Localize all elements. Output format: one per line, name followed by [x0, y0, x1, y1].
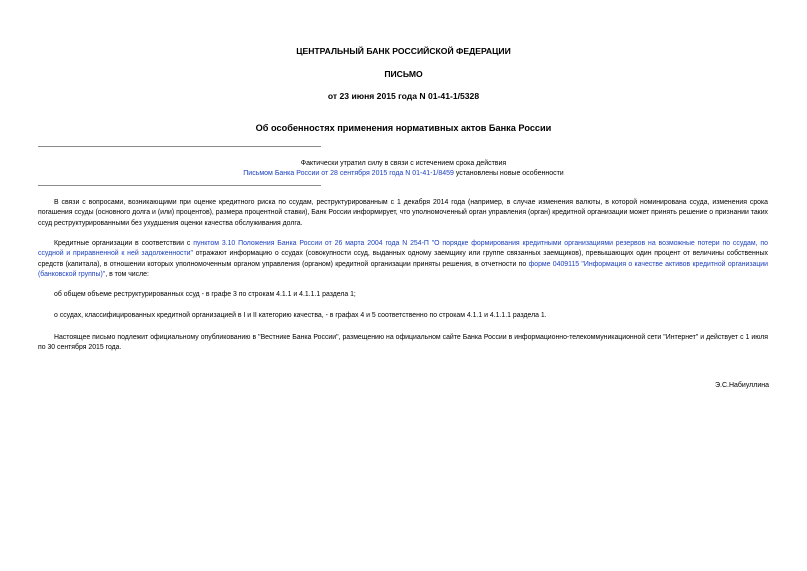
paragraph-item-quality: о ссудах, классифицированных кредитной организацией в I и II категорию качества, - в графах 4 и 5 соответственно по строкам 4.1.1 и 4.1.1.1 раздела 1. — [54, 312, 547, 319]
divider-bottom — [38, 185, 321, 186]
paragraph-reporting — [38, 239, 768, 281]
paragraph-publication: Настоящее письмо подлежит официальному опубликованию в "Вестнике Банка России", размещению на официальном сайте Банка России в информационно-телекоммуникационной сети "Интернет" и действует с 1 июля по 30 сентября 2015 года. — [38, 334, 768, 352]
document-type: ПИСЬМО — [384, 69, 423, 79]
paragraph-reporting-text-b: отражают информацию о ссудах (совокупности ссуд, выданных одному заемщику или группе связанных заемщиков), превышающих один процент от величины собственных средств (капитала), в отношении которых уполномоченным органом управления (органом) кредитной организации приняты решения, в отчетности по — [38, 250, 768, 268]
document-subject: Об особенностях применения нормативных актов Банка России — [255, 123, 552, 133]
form-0409115-link[interactable]: форме 0409115 "Информация о качестве активов кредитной организации (банковской группы)" — [38, 260, 768, 279]
status-notice-line1: Фактически утратил силу в связи с истечением срока действия — [300, 160, 507, 167]
superseding-letter-link[interactable]: Письмом Банка России от 28 сентября 2015 года N 01-41-1/8459 — [243, 170, 454, 177]
signature: Э.С.Набиуллина — [714, 382, 769, 389]
regulation-254p-link[interactable]: пунктом 3.10 Положения Банка России от 26 марта 2004 года N 254-П "О порядке формирования кредитными организациями резервов на возможные потери по ссудам, по ссудной и приравненной к ней задолженности" — [38, 240, 768, 258]
paragraph-reporting-text-a: Кредитные организации в соответствии с — [54, 240, 194, 247]
document-date-number: от 23 июня 2015 года N 01-41-1/5328 — [327, 91, 480, 101]
paragraph-intro: В связи с вопросами, возникающими при оценке кредитного риска по ссудам, реструктурированным с 1 декабря 2014 года (например, в случае изменения валюты, в которой номинирована ссуда, изменения срока погашения ссуды (основного долга и (или) процентов), размера процентной ставки), Банк России информирует, что уполномоченный орган управления (орган) кредитной организации может принять решение о признании таких ссуд реструктурированными без ухудшения оценки качества обслуживания долга. — [38, 199, 768, 227]
paragraph-reporting-text-c: , в том числе: — [105, 271, 149, 279]
status-notice-rest: установлены новые особенности — [453, 170, 564, 177]
divider-top — [38, 146, 321, 147]
status-notice-line2 — [0, 169, 807, 179]
issuer-title: ЦЕНТРАЛЬНЫЙ БАНК РОССИЙСКОЙ ФЕДЕРАЦИИ — [296, 46, 511, 56]
paragraph-item-total: об общем объеме реструктурированных ссуд - в графе 3 по строкам 4.1.1 и 4.1.1.1 раздела 1; — [54, 291, 356, 298]
